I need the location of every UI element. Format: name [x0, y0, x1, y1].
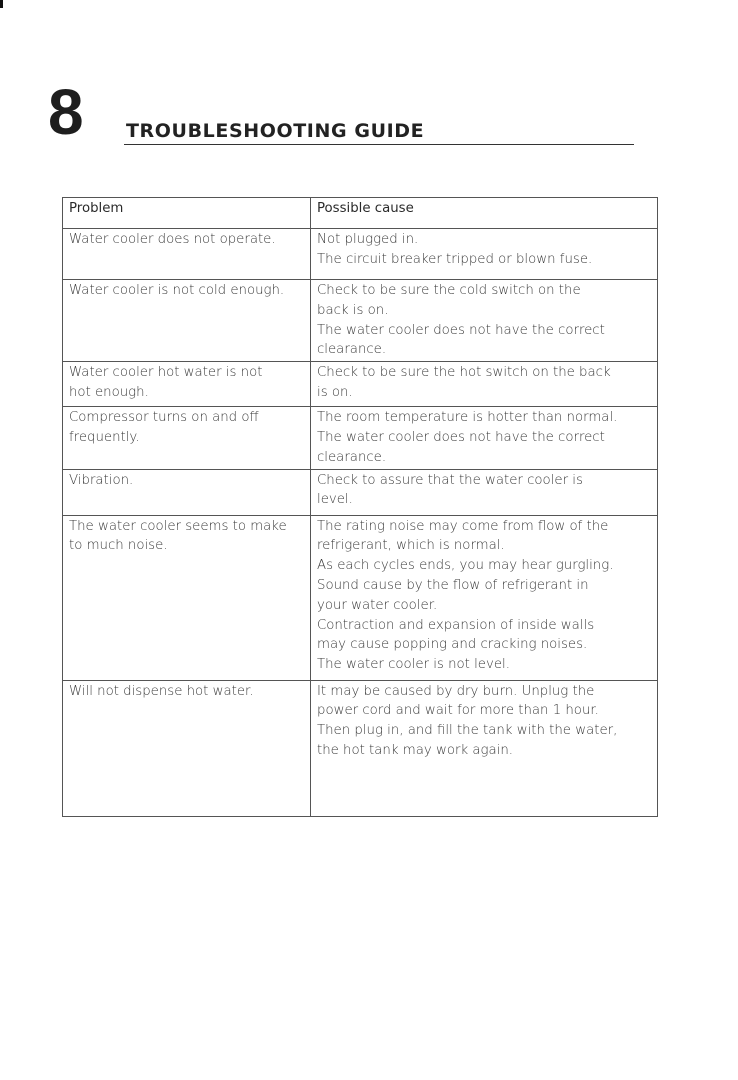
- cause-line: As each cycles ends, you may hear gurgling.: [317, 558, 614, 574]
- cause-line: refrigerant, which is normal.: [317, 538, 505, 554]
- cause-line: Sound cause by the flow of refrigerant in: [317, 577, 589, 593]
- cause-line: power cord and wait for more than 1 hour.: [317, 703, 599, 719]
- cause-line: is on.: [317, 384, 353, 400]
- cause-cell: [311, 280, 658, 362]
- cause-line: Check to be sure the hot switch on the back: [317, 365, 611, 381]
- cause-line: Check to assure that the water cooler is: [317, 472, 583, 488]
- cause-line: Then plug in, and fill the tank with the water,: [317, 723, 618, 739]
- cause-cell: [311, 680, 658, 816]
- cause-cell: [311, 229, 658, 280]
- section-number: 8: [48, 76, 84, 148]
- cause-cell: [311, 362, 658, 407]
- table-row: [63, 407, 658, 469]
- cause-line: clearance.: [317, 449, 387, 465]
- table-header-row: [63, 198, 658, 229]
- cause-line: back is on.: [317, 302, 389, 318]
- problem-line: to much noise.: [69, 538, 168, 554]
- problem-cell: [63, 229, 311, 280]
- cause-cell: [311, 469, 658, 515]
- problem-line: frequently.: [69, 429, 140, 445]
- section-title: TROUBLESHOOTING GUIDE: [126, 120, 425, 142]
- table-row: [63, 515, 658, 680]
- cause-line: It may be caused by dry burn. Unplug the: [317, 683, 595, 699]
- cause-cell: [311, 515, 658, 680]
- table-row: [63, 229, 658, 280]
- cause-line: Check to be sure the cold switch on the: [317, 283, 581, 298]
- problem-cell: [63, 469, 311, 515]
- title-underline: [124, 144, 634, 145]
- cause-line: may cause popping and cracking noises.: [317, 637, 588, 653]
- cause-line: The water cooler does not have the correct: [317, 322, 605, 338]
- header-possible-cause: Possible cause: [311, 198, 658, 229]
- cause-line: Contraction and expansion of inside walls: [317, 617, 595, 633]
- cause-line: The water cooler is not level.: [317, 657, 510, 673]
- cause-line: The rating noise may come from flow of the: [317, 518, 609, 534]
- cause-line: Not plugged in.: [317, 232, 419, 247]
- cause-line: level.: [317, 492, 353, 508]
- problem-line: Compressor turns on and off: [69, 410, 259, 426]
- problem-line: Water cooler does not operate.: [69, 232, 276, 247]
- table-row: [63, 280, 658, 362]
- problem-line: Vibration.: [69, 472, 134, 488]
- problem-line: hot enough.: [69, 384, 149, 400]
- problem-cell: [63, 407, 311, 469]
- problem-cell: [63, 362, 311, 407]
- table-row: [63, 680, 658, 816]
- cause-line: the hot tank may work again.: [317, 742, 513, 758]
- table-row: [63, 362, 658, 407]
- page-edge-mark: [0, 0, 3, 8]
- cause-line: your water cooler.: [317, 597, 438, 613]
- cause-line: The water cooler does not have the correct: [317, 429, 605, 445]
- problem-cell: [63, 680, 311, 816]
- cause-line: The room temperature is hotter than normal.: [317, 410, 618, 426]
- table-row: [63, 469, 658, 515]
- problem-cell: [63, 280, 311, 362]
- problem-line: The water cooler seems to make: [69, 518, 287, 534]
- cause-line: clearance.: [317, 342, 387, 358]
- problem-line: Will not dispense hot water.: [69, 683, 254, 699]
- cause-cell: [311, 407, 658, 469]
- problem-line: Water cooler is not cold enough.: [69, 283, 285, 298]
- problem-line: Water cooler hot water is not: [69, 365, 263, 381]
- troubleshooting-table: [62, 197, 658, 817]
- header-problem: Problem: [63, 198, 311, 229]
- problem-cell: [63, 515, 311, 680]
- cause-line: The circuit breaker tripped or blown fuse.: [317, 251, 593, 267]
